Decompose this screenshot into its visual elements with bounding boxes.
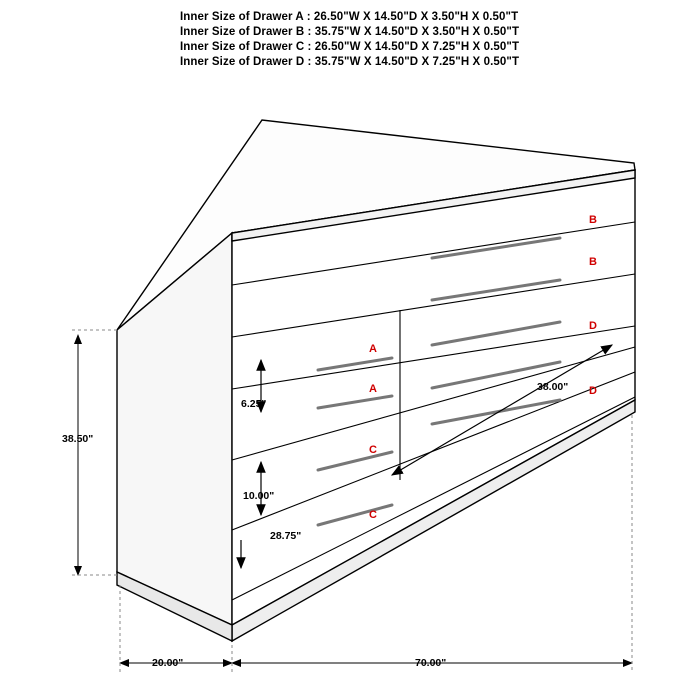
drawer-label-d2: D (589, 385, 597, 397)
label-drawer-c-height: 10.00" (243, 490, 275, 502)
drawer-label-a2: A (369, 383, 377, 395)
label-lower-stack: 28.75" (270, 530, 302, 542)
drawer-label-b1: B (589, 214, 597, 226)
label-drawer-a-height: 6.25" (241, 398, 267, 410)
label-height-total: 38.50" (62, 433, 94, 445)
label-width: 70.00" (415, 657, 447, 669)
spec-line-d: Inner Size of Drawer D : 35.75"W X 14.50"D X 7.25"H X 0.50"T (180, 56, 520, 68)
drawer-label-c1: C (369, 444, 377, 456)
spec-line-a: Inner Size of Drawer A : 26.50"W X 14.50"D X 3.50"H X 0.50"T (180, 11, 519, 23)
label-front-width: 38.00" (537, 381, 569, 393)
drawer-label-d1: D (589, 320, 597, 332)
spec-line-b: Inner Size of Drawer B : 35.75"W X 14.50"D X 3.50"H X 0.50"T (180, 26, 520, 38)
label-depth: 20.00" (152, 657, 184, 669)
dimension-height (72, 330, 120, 575)
drawer-label-c2: C (369, 509, 377, 521)
drawer-label-b2: B (589, 256, 597, 268)
spec-line-c: Inner Size of Drawer C : 26.50"W X 14.50"D X 7.25"H X 0.50"T (180, 41, 520, 53)
drawer-label-a1: A (369, 343, 377, 355)
